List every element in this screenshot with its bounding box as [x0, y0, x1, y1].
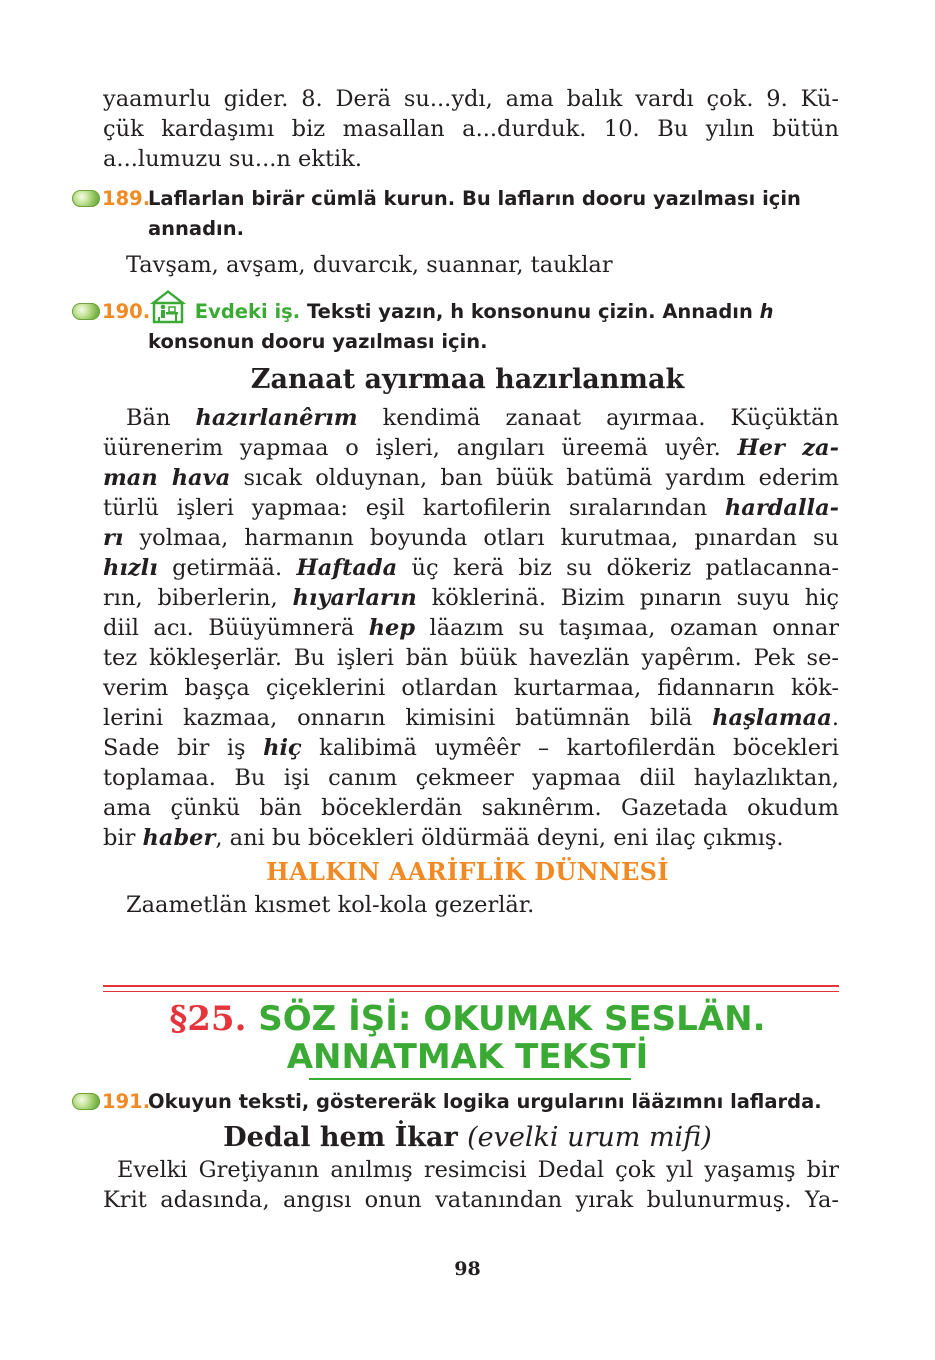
- emphasized-word: haşlamaa: [712, 705, 832, 731]
- story-line: [103, 823, 839, 853]
- story-text: .: [831, 705, 839, 731]
- story-text: toplamaa. Bu işi canım çekmeer yapmaa diil haylazlıktan,: [103, 765, 839, 791]
- story-text: yolmaa, harmanın boyunda otları kurutmaa, pınardan su: [123, 525, 839, 551]
- story-text: kalibimä uymêêr – kartofilerdän böcekleri: [301, 735, 839, 761]
- story-text: bir: [103, 825, 143, 851]
- home-study-icon: [148, 288, 188, 324]
- exercise-instruction-cont: konsonun dooru yazılması için.: [148, 330, 488, 353]
- exercise-number: 189.: [102, 187, 151, 210]
- emphasized-word: haber: [142, 825, 216, 851]
- story-text: ama çünkü bän böceklerdän sakınêrım. Gazetada okudum: [103, 795, 839, 821]
- story-text: üürenerim yapmaa o işleri, angıları üreemä uyêr.: [103, 435, 738, 461]
- story-line: [103, 673, 839, 703]
- top-paragraph: [103, 84, 839, 174]
- story2-title: Dedal hem İkar: [223, 1122, 458, 1153]
- story-line: [103, 583, 839, 613]
- story-text: verim başça çiçeklerini otlardan kurtarmaa, fidannarın kök-: [103, 675, 839, 701]
- exercise-bullet-icon: [72, 1093, 100, 1110]
- emphasized-word: hızlı: [103, 555, 158, 581]
- section-subtitle: ANNATMAK TEKSTİ: [286, 1037, 649, 1077]
- emphasized-word: hıyarların: [292, 585, 417, 611]
- exercise-instruction-row: [148, 297, 838, 327]
- exercise-191: [72, 1087, 842, 1117]
- exercise-instruction: Okuyun teksti, göstereräk logika urgularını lääzımnı laflarda.: [148, 1090, 822, 1113]
- exercise-number: 191.: [102, 1090, 151, 1113]
- story-text: rın, biberlerin,: [103, 585, 293, 611]
- section-divider: [103, 985, 839, 987]
- exercise-190: [72, 297, 842, 357]
- exercise-number: 190.: [102, 300, 151, 323]
- story2-title-row: [0, 1122, 935, 1153]
- story-line: [103, 493, 839, 523]
- story-line: [103, 403, 839, 433]
- emphasized-word: rı: [103, 525, 124, 551]
- emphasized-word: hazırlanêrım: [195, 405, 358, 431]
- emphasized-word: hardalla-: [724, 495, 839, 521]
- story-text: lerini kazmaa, onnarın kimisini batümnän bilä: [103, 705, 713, 731]
- wisdom-heading: HALKIN AARİFLİK DÜNNESİ: [266, 857, 669, 886]
- story-line: [103, 523, 839, 553]
- page-number: 98: [454, 1258, 481, 1280]
- emphasized-word: hiç: [263, 735, 302, 761]
- story-text: getirmää.: [157, 555, 297, 581]
- story-line: [103, 793, 839, 823]
- story2-body: [103, 1155, 839, 1215]
- proverb: [126, 890, 839, 920]
- story-text: läazım su taşımaa, ozaman onnar: [415, 615, 840, 641]
- story-title: Zanaat ayırmaa hazırlanmak: [250, 364, 685, 395]
- story-line: [103, 553, 839, 583]
- story-text: Bän: [126, 405, 196, 431]
- exercise-bullet-icon: [72, 190, 100, 207]
- story-text: kendimä zanaat ayırmaa. Küçüktän: [357, 405, 839, 431]
- emphasized-word: Her za-: [737, 435, 839, 461]
- story-line: [103, 733, 839, 763]
- story-line: [103, 763, 839, 793]
- story-text: üç kerä biz su dökeriz patlacanna-: [397, 555, 839, 581]
- story-line: [103, 613, 839, 643]
- story-body: [103, 403, 839, 853]
- section-number: §25.: [169, 999, 247, 1039]
- word-list: Tavşam, avşam, duvarcık, suannar, tauklar: [126, 252, 613, 278]
- exercise-189: [72, 184, 842, 244]
- paragraph-line: Evelki Greţiyanın anılmış resimcisi Dedal çok yıl yaşamış bir: [117, 1157, 839, 1183]
- story-text: türlü işleri yapmaa: eşil kartofilerin sıralarından: [103, 495, 725, 521]
- h-letter: h: [759, 300, 774, 323]
- story2-subtitle: (evelki urum mifi): [467, 1122, 712, 1153]
- story-text: , ani bu böcekleri öldürmää deyni, eni ilaç çıkmış.: [215, 825, 784, 851]
- exercise-189-words: [126, 250, 839, 280]
- story-text: köklerinä. Bizim pınarın suyu hiç: [416, 585, 839, 611]
- emphasized-word: hep: [368, 615, 416, 641]
- paragraph-line: yaamurlu gider. 8. Derä su...ydı, ama balık vardı çok. 9. Kü-: [103, 86, 839, 112]
- homework-label: Evdeki iş.: [194, 300, 301, 323]
- section-underline: [309, 1078, 631, 1080]
- emphasized-word: Haftada: [296, 555, 398, 581]
- exercise-instruction: Teksti yazın, h konsonunu çizin. Annadın: [306, 300, 753, 323]
- story-text: diil acı. Büüyümnerä: [103, 615, 369, 641]
- emphasized-word: man hava: [103, 465, 231, 491]
- exercise-bullet-icon: [72, 303, 100, 320]
- section-title: [0, 998, 935, 1040]
- story-line: [103, 433, 839, 463]
- story-text: sıcak olduynan, ban büük batümä yardım ederim: [230, 465, 840, 491]
- story-line: [103, 463, 839, 493]
- story-line: [103, 643, 839, 673]
- section-divider-thin: [103, 991, 839, 992]
- story-text: Sade bir iş: [103, 735, 264, 761]
- exercise-instruction-cont: annadın.: [148, 217, 245, 240]
- paragraph-line: Krit adasında, angısı onun vatanından yırak bulunurmuş. Ya-: [103, 1187, 839, 1213]
- story-line: [103, 703, 839, 733]
- exercise-instruction: Laflarlan birär cümlä kurun. Bu lafların dooru yazılması için: [148, 187, 801, 210]
- proverb-text: Zaametlän kısmet kol-kola gezerlär.: [126, 892, 535, 918]
- paragraph-line: çük kardaşımı biz masallan a...durduk. 10. Bu yılın bütün: [103, 116, 839, 142]
- section-title-line1: SÖZ İŞİ: OKUMAK SESLÄN.: [258, 999, 766, 1039]
- paragraph-line: a...lumuzu su...n ektik.: [103, 146, 362, 172]
- story-text: tez kökleşerlär. Bu işleri bän büük havezlän yapêrım. Pek se-: [103, 645, 839, 671]
